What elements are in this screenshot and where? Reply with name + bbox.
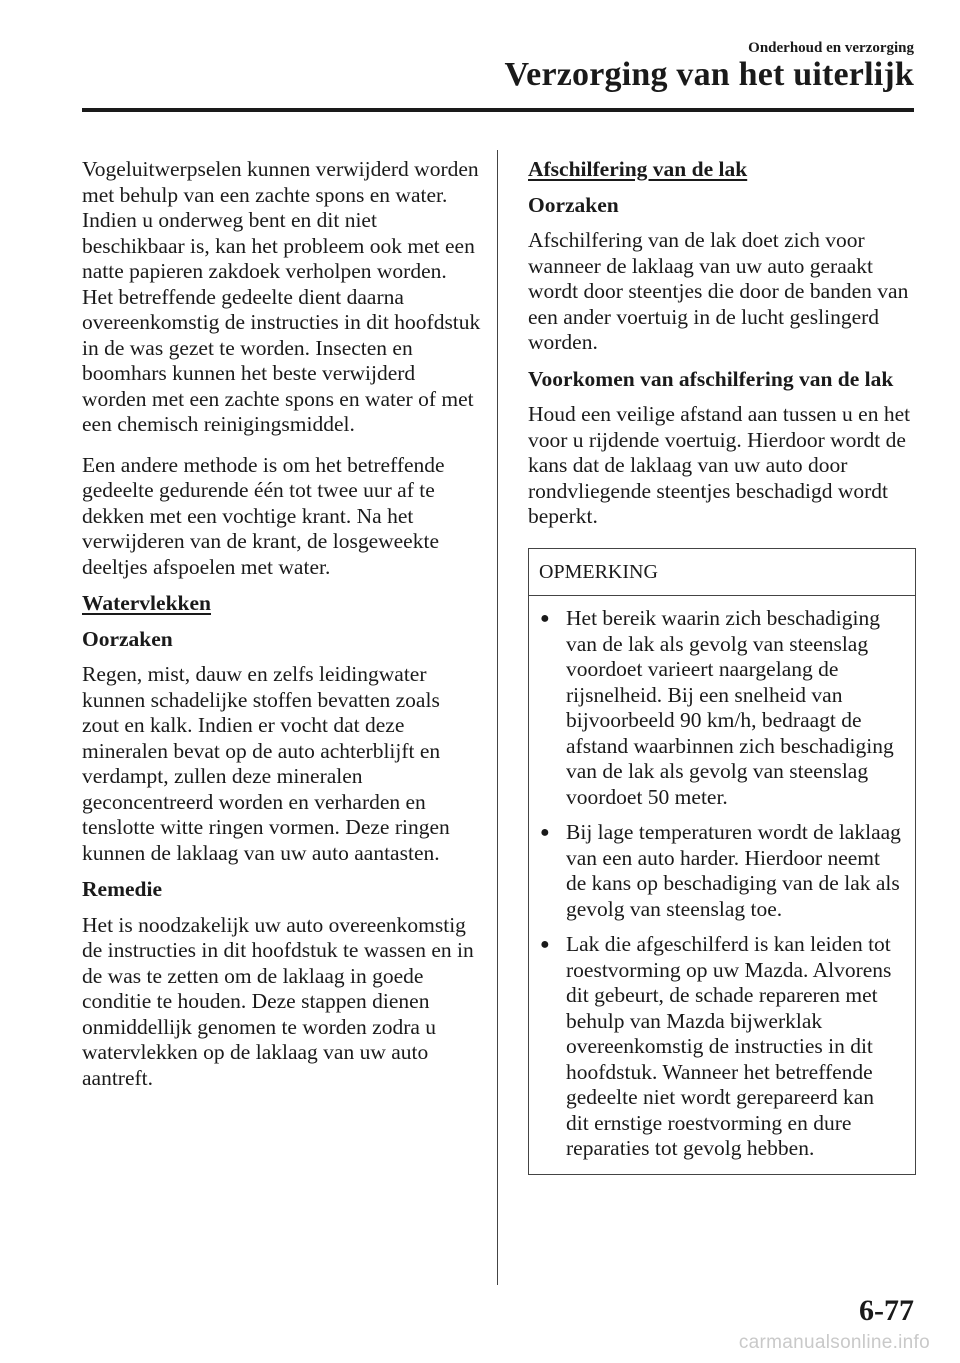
- note-title: OPMERKING: [529, 549, 915, 597]
- page-number: 6-77: [859, 1294, 914, 1327]
- list-item: [539, 606, 901, 810]
- bullet-icon: ●: [540, 936, 550, 953]
- oorzaken-paragraph: Regen, mist, dauw en zelfs leidingwater kunnen schadelijke stoffen bevatten zoals zout en kalk. Indien er vocht dat deze mineralen bevat op de auto achterblijft en verdampt, zullen deze mineralen geconcentreerd worden en verharden en tenslotte witte ringen vormen. Deze ringen kunnen de laklaag van uw auto aantasten.: [82, 662, 450, 865]
- list-item: [539, 932, 901, 1162]
- newspaper-method-paragraph: Een andere methode is om het betreffende gedeelte gedurende één tot twee uur af te dekken met een vochtige krant. Na het verwijderen van de krant, de losgeweekte deeltjes afspoelen met water.: [82, 452, 445, 579]
- watervlekken-heading: Watervlekken: [82, 591, 211, 615]
- bullet-text: Lak die afgeschilferd is kan leiden tot roestvorming op uw Mazda. Alvorens dit gebeurt, de schade repareren met behulp van Mazda bijwerklak overeenkomstig de instructies in dit hoofdstuk. Wanneer het betreffende gedeelte niet wordt gerepareerd kan dit ernstige roestvorming en dure reparaties tot gevolg hebben.: [566, 932, 892, 1160]
- bullet-icon: ●: [540, 824, 550, 841]
- bullet-text: Bij lage temperaturen wordt de laklaag van een auto harder. Hierdoor neemt de kans op beschadiging van de lak als gevolg van steenslag toe.: [566, 820, 901, 921]
- bullet-icon: ●: [540, 610, 550, 627]
- page-title: Verzorging van het uiterlijk: [504, 56, 914, 93]
- bird-droppings-paragraph: Vogeluitwerpselen kunnen verwijderd worden met behulp van een zachte spons en water. Indien u onderweg bent en dit niet beschikbaar is, kan het probleem ook met een natte papieren zakdoek verholpen worden. Het betreffende gedeelte dient daarna overeenkomstig de instructies in dit hoofdstuk in de was gezet te worden. Insecten en boomhars kunnen het beste verwijderd worden met een zachte spons en water of met een chemisch reinigingsmiddel.: [82, 157, 481, 436]
- note-body: [529, 596, 915, 1174]
- right-column: [528, 157, 918, 1175]
- oorzaken-heading-right: Oorzaken: [528, 192, 619, 217]
- watermark: carmanualsonline.info: [738, 1332, 930, 1353]
- afschilfering-oorzaken-paragraph: Afschilfering van de lak doet zich voor wanneer de laklaag van uw auto geraakt wordt door steentjes die door de banden van een ander voertuig in de lucht geslingerd worden.: [528, 228, 909, 354]
- left-column: [82, 157, 482, 1102]
- remedie-paragraph: Het is noodzakelijk uw auto overeenkomstig de instructies in dit hoofdstuk te wassen en in de was te zetten om de laklaag in goede conditie te houden. Deze stappen dienen onmiddellijk genomen te worden zodra u watervlekken op de laklaag van uw auto aantreft.: [82, 912, 474, 1090]
- remedie-heading: Remedie: [82, 877, 162, 901]
- list-item: [539, 820, 901, 922]
- column-divider: [497, 150, 498, 1285]
- voorkomen-paragraph: Houd een veilige afstand aan tussen u en het voor u rijdende voertuig. Hierdoor wordt de kans dat de laklaag van uw auto door rondvliegende steentjes beschadigd wordt beperkt.: [528, 402, 911, 528]
- voorkomen-heading: Voorkomen van afschilfering van de lak: [528, 366, 894, 391]
- afschilfering-heading: Afschilfering van de lak: [528, 157, 748, 181]
- section-label: Onderhoud en verzorging: [748, 40, 914, 56]
- header-divider: [82, 108, 914, 112]
- note-box: [528, 548, 916, 1175]
- bullet-text: Het bereik waarin zich beschadiging van de lak als gevolg van steenslag voordoet varieert naargelang de rijsnelheid. Bij een snelheid van bijvoorbeeld 90 km/h, bedraagt de afstand waarbinnen zich beschadiging van de lak als gevolg van steenslag voordoet 50 meter.: [566, 606, 894, 809]
- oorzaken-heading: Oorzaken: [82, 626, 173, 651]
